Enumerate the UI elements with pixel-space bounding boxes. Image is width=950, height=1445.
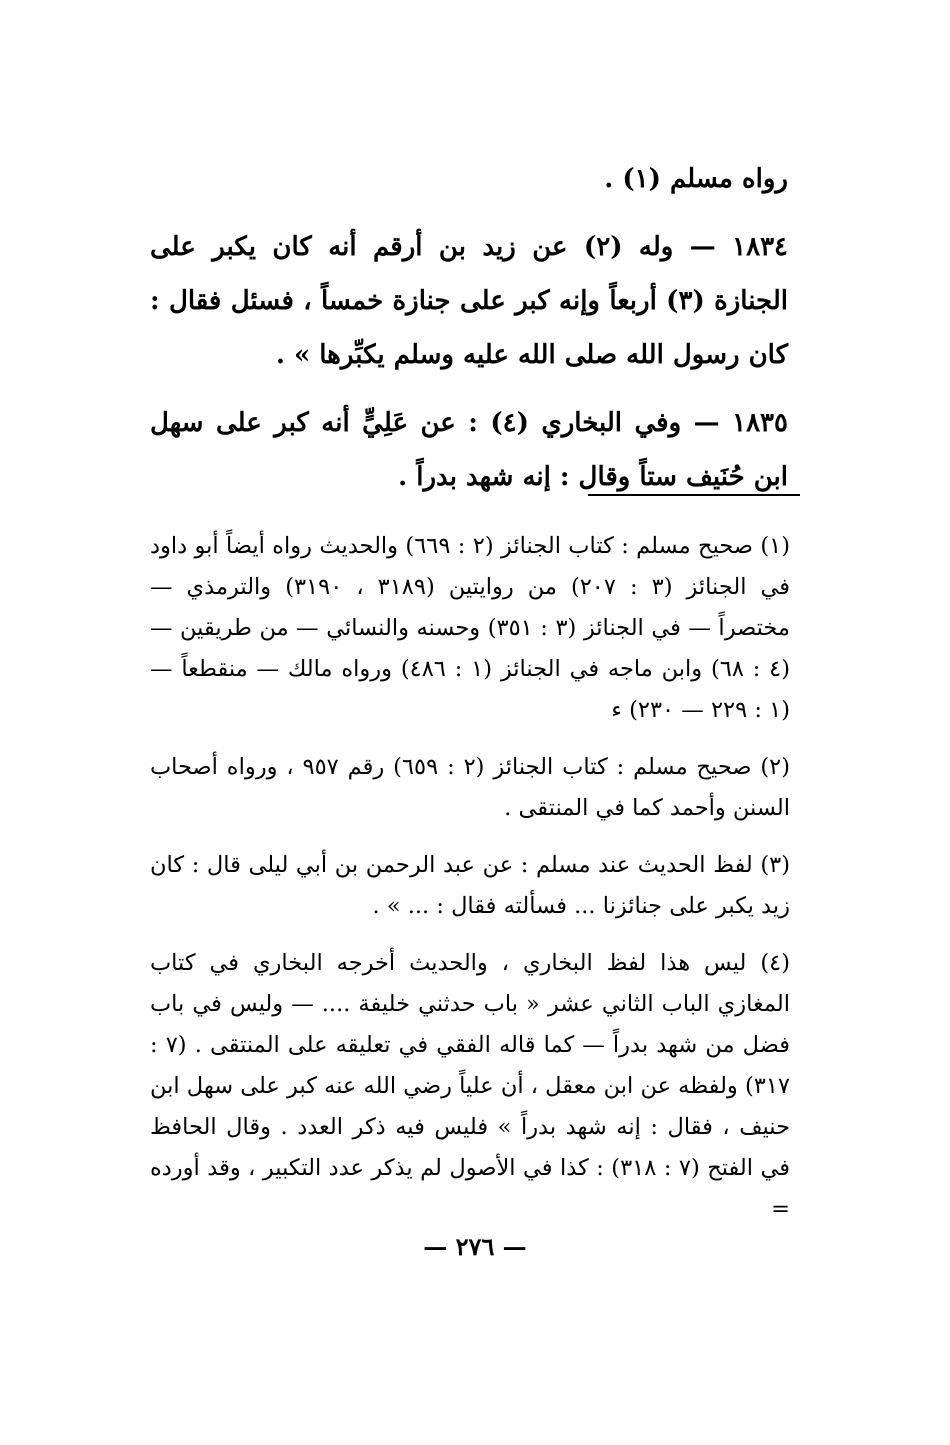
footnote-3: (٣) لفظ الحديث عند مسلم : عن عبد الرحمن بن أبي ليلى قال : كان زيد يكبر على جنائزنا ... فسألته فقال : ... » . <box>150 852 790 919</box>
footnote-4: (٤) ليس هذا لفظ البخاري ، والحديث أخرجه البخاري في كتاب المغازي الباب الثاني عشر « باب حدثني خليفة .... — وليس في باب فضل من شهد بدراً — كما قاله الفقي في تعليقه على المنتقى . (٧ : ٣١٧) ولفظه عن ابن معقل ، أن علياً رضي الله عنه كبر على سهل ابن حنيف ، فقال : إنه شهد بدراً » فليس فيه ذكر العدد . وقال الحافظ في الفتح (٧ : ٣١٨) : كذا في الأصول لم يذكر عدد التكبير ، وقد أورده = <box>150 950 790 1222</box>
footnotes <box>150 526 790 1246</box>
hadith-1835: ١٨٣٥ — وفي البخاري (٤) : عن عَلِيٍّ أنه كبر على سهل ابن حُنَيف ستاً وقال : إنه شهد بدراً . <box>150 408 788 492</box>
paragraph-riwayah: رواه مسلم (١) . <box>604 164 788 194</box>
main-text <box>150 152 788 518</box>
footnote-1: (١) صحيح مسلم : كتاب الجنائز (٢ : ٦٦٩) والحديث رواه أيضاً أبو داود في الجنائز (٣ : ٢٠٧) من روايتين (٣١٨٩ ، ٣١٩٠) والترمذي — مختصراً — في الجنائز (٣ : ٣٥١) وحسنه والنسائي — من طريقين — (٤ : ٦٨) وابن ماجه في الجنائز (١ : ٤٨٦) ورواه مالك — منقطعاً — (١ : ٢٢٩ — ٢٣٠) ء <box>150 533 791 723</box>
footnote-separator <box>588 494 800 496</box>
footnote-2: (٢) صحيح مسلم : كتاب الجنائز (٢ : ٦٥٩) رقم ٩٥٧ ، ورواه أصحاب السنن وأحمد كما في المنتقى . <box>150 754 790 821</box>
page-number: — ٢٧٦ — <box>423 1232 527 1261</box>
hadith-1834: ١٨٣٤ — وله (٢) عن زيد بن أرقم أنه كان يكبر على الجنازة (٣) أربعاً وإنه كبر على جنازة خمساً ، فسئل فقال : كان رسول الله صلى الله عليه وسلم يكبِّرها » . <box>150 232 789 370</box>
